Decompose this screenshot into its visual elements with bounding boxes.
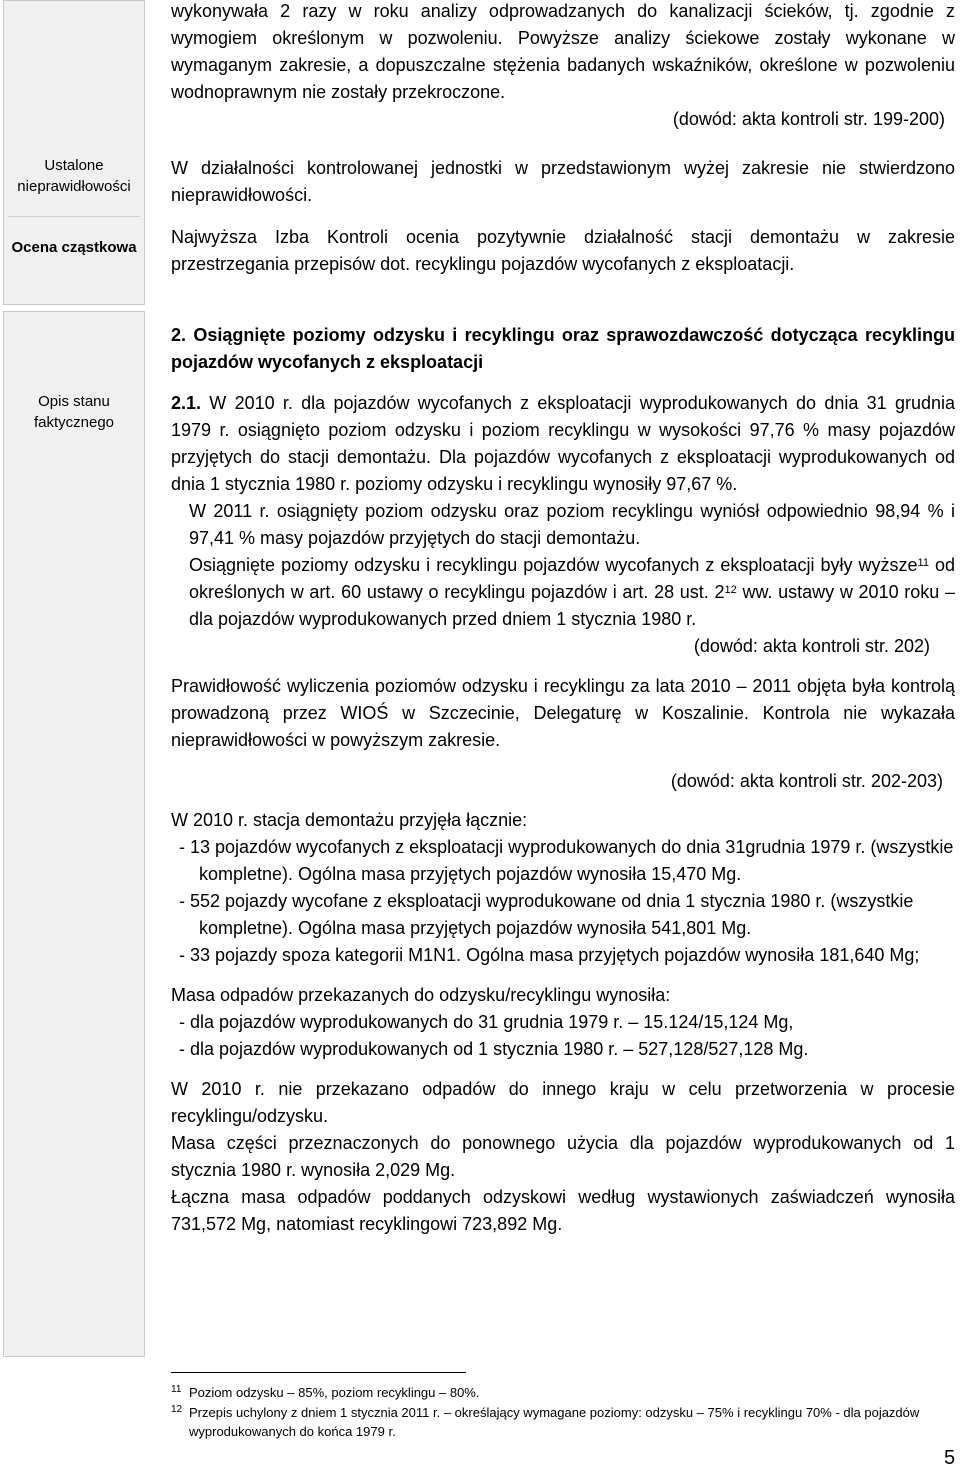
sidebar-panel-bottom (3, 311, 145, 1357)
ustalone-text (171, 155, 955, 209)
footnote-11 (171, 1383, 955, 1402)
section-heading: 2. Osiągnięte poziomy odzysku i recyklingu oraz sprawozdawczość dotycząca recyklingu pojazdów wycofanych z eksploatacji (171, 325, 955, 372)
evidence-note: (dowód: akta kontroli str. 202-203) (670, 771, 943, 791)
mass-intro: Masa odpadów przekazanych do odzysku/recyklingu wynosiła: (171, 985, 671, 1005)
paragraph-2-1-text: W 2010 r. dla pojazdów wycofanych z eksploatacji wyprodukowanych do dnia 31 grudnia 1979 r. osiągnięto poziom odzysku i poziom recyklingu w wysokości 97,76 % masy pojazdów przyjętych do stacji demontażu. Dla pojazdów wycofanych z eksploatacji wyprodukowanych od dnia 1 stycznia 1980 r. poziomy odzysku i recyklingu wynosiły 97,67 %. (171, 393, 955, 494)
paragraph-reuse: Masa części przeznaczonych do ponownego użycia dla pojazdów wyprodukowanych od 1 stycznia 1980 r. wynosiła 2,029 Mg. (171, 1133, 955, 1180)
intro-paragraph (171, 0, 955, 133)
mass-list-item: - dla pojazdów wyprodukowanych od 1 stycznia 1980 r. – 527,128/527,128 Mg. (179, 1039, 809, 1059)
paragraph-levels (171, 552, 955, 633)
page-number: 5 (944, 1447, 956, 1469)
footnote-text: Poziom odzysku – 85%, poziom recyklingu – 80%. (189, 1385, 480, 1400)
section-2 (171, 322, 955, 1238)
paragraph-2-1 (171, 390, 955, 498)
paragraph-correctness: Prawidłowość wyliczenia poziomów odzysku i recyklingu za lata 2010 – 2011 objęta była kontrolą prowadzoną przez WIOŚ w Szczecinie, Delegaturę w Koszalinie. Kontrola nie wykazała nieprawidłowości w powyższym zakresie. (171, 676, 955, 750)
mass-list-item: - dla pojazdów wyprodukowanych do 31 grudnia 1979 r. – 15.124/15,124 Mg, (179, 1012, 794, 1032)
list-item: - 552 pojazdy wycofane z eksploatacji wyprodukowane od dnia 1 stycznia 1980 r. (wszystkie kompletne). Ogólna masa przyjętych pojazdów wynosiła 541,801 Mg. (179, 891, 914, 938)
footnote-12 (171, 1403, 955, 1441)
list-item: - 33 pojazdy spoza kategorii M1N1. Ogólna masa przyjętych pojazdów wynosiła 181,640 Mg; (179, 945, 920, 965)
footnote-ref-12[interactable]: 12 (724, 584, 737, 596)
paragraph-number: 2.1. (171, 393, 202, 413)
paragraph-total: Łączna masa odpadów poddanych odzyskowi według wystawionych zaświadczeń wynosiła 731,572 Mg, natomiast recyklingowi 723,892 Mg. (171, 1187, 955, 1234)
sidebar-label-ocena: Ocena cząstkowa (11, 239, 137, 256)
assessment-paragraph: Najwyższa Izba Kontroli ocenia pozytywnie działalność stacji demontażu w zakresie przestrzegania przepisów dot. recyklingu pojazdów wycofanych z eksploatacji. (171, 227, 955, 274)
sidebar-divider (8, 216, 140, 217)
paragraph-2011: W 2011 r. osiągnięty poziom odzysku oraz poziom recyklingu wyniósł odpowiednio 98,94 % i 97,41 % masy pojazdów przyjętych do stacji demontażu. (189, 501, 955, 548)
analysis-paragraph: wykonywała 2 razy w roku analizy odprowadzanych do kanalizacji ścieków, tj. zgodnie z wymogiem określonym w pozwoleniu. Powyższe analizy ściekowe zostały wykonane w wymaganym zakresie, a dopuszczalne stężenia badanych wskaźników, określone w pozwoleniu wodnoprawnym nie zostały przekroczone. (171, 1, 955, 102)
footnote-number: 12 (171, 1404, 183, 1415)
ocena-text (171, 224, 955, 278)
footnote-rule (171, 1372, 466, 1373)
no-irregularities-paragraph: W działalności kontrolowanej jednostki w przedstawionym wyżej zakresie nie stwierdzono nieprawidłowości. (171, 158, 955, 205)
levels-text-b: od określonych w art. 60 ustawy o recyklingu pojazdów i art. 28 ust. 2 (189, 555, 955, 602)
evidence-note: (dowód: akta kontroli str. 199-200) (672, 109, 945, 129)
levels-text-a: Osiągnięte poziomy odzysku i recyklingu pojazdów wycofanych z eksploatacji były wyższe (189, 555, 918, 575)
levels-text-c: ww. ustawy w 2010 roku – dla pojazdów wyprodukowanych przed dniem 1 stycznia 1980 r. (189, 582, 955, 629)
paragraph-2010-intro: W 2010 r. stacja demontażu przyjęła łącznie: (171, 810, 528, 830)
paragraph-abroad: W 2010 r. nie przekazano odpadów do innego kraju w celu przetworzenia w procesie recyklingu/odzysku. (171, 1079, 955, 1126)
list-item: - 13 pojazdów wycofanych z eksploatacji wyprodukowanych do dnia 31grudnia 1979 r. (wszystkie kompletne). Ogólna masa przyjętych pojazdów wynosiła 15,470 Mg. (179, 837, 954, 884)
footnote-ref-11[interactable]: 11 (917, 557, 929, 569)
sidebar-label-ustalone: Ustalone nieprawidłowości (17, 157, 131, 195)
footnote-number: 11 (171, 1384, 182, 1395)
evidence-note: (dowód: akta kontroli str. 202) (693, 636, 930, 656)
sidebar-panel-top (3, 0, 145, 305)
footnote-text: Przepis uchylony z dniem 1 stycznia 2011 r. – określający wymagane poziomy: odzysku – 75% i recyklingu 70% - dla pojazdów wyprodukowanych do końca 1979 r. (189, 1405, 920, 1439)
sidebar-label-opis: Opis stanu faktycznego (33, 393, 115, 431)
